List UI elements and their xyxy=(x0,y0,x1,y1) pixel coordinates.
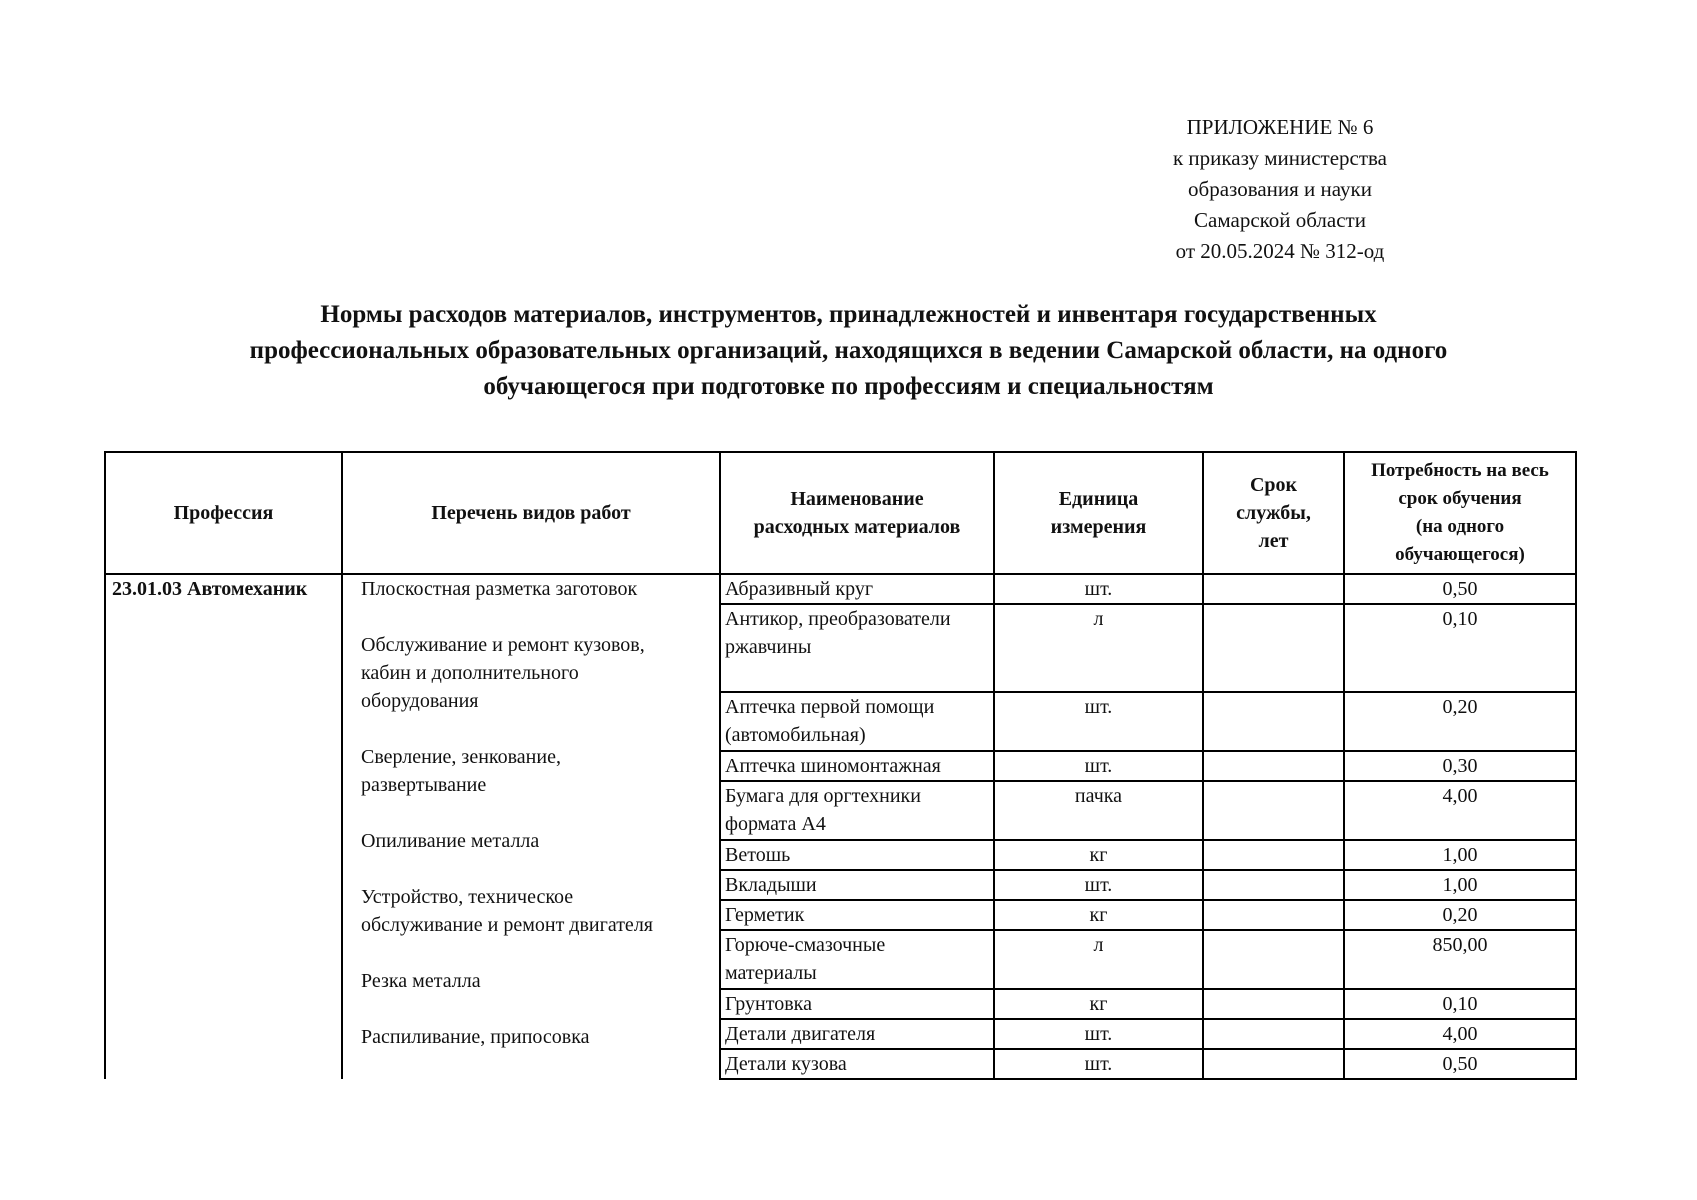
unit-cell: шт. xyxy=(994,1049,1203,1079)
material-name: Ветошь xyxy=(720,840,994,870)
table-header-row xyxy=(105,452,1576,574)
material-name: Абразивный круг xyxy=(720,574,994,604)
unit-cell: шт. xyxy=(994,870,1203,900)
work-item: оборудования xyxy=(361,690,479,712)
need-cell: 4,00 xyxy=(1344,781,1576,840)
work-item: Опиливание металла xyxy=(361,830,540,852)
term-cell xyxy=(1203,604,1344,692)
work-item: Резка металла xyxy=(361,970,481,992)
material-name: Бумага для оргтехники формата А4 xyxy=(720,781,994,840)
title-line: Нормы расходов материалов, инструментов, принадлежностей и инвентаря государственных xyxy=(320,301,1377,328)
appendix-line: от 20.05.2024 № 312-од xyxy=(1175,239,1385,263)
work-item: обслуживание и ремонт двигателя xyxy=(361,914,653,936)
work-item: развертывание xyxy=(361,774,487,796)
need-cell: 0,10 xyxy=(1344,604,1576,692)
work-item: Обслуживание и ремонт кузовов, xyxy=(361,634,645,656)
appendix-line: Самарской области xyxy=(1194,208,1366,232)
document-title xyxy=(120,297,1577,405)
material-name: Аптечка шиномонтажная xyxy=(720,751,994,781)
material-name: Детали двигателя xyxy=(720,1019,994,1049)
unit-cell: шт. xyxy=(994,1019,1203,1049)
unit-cell: шт. xyxy=(994,751,1203,781)
work-item: Сверление, зенкование, xyxy=(361,746,561,768)
header-unit: Единица измерения xyxy=(994,452,1203,574)
appendix-line: к приказу министерства xyxy=(1172,146,1388,170)
need-cell: 1,00 xyxy=(1344,840,1576,870)
term-cell xyxy=(1203,930,1344,989)
material-name: Аптечка первой помощи (автомобильная) xyxy=(720,692,994,751)
term-cell xyxy=(1203,1019,1344,1049)
work-item: кабин и дополнительного xyxy=(361,662,579,684)
unit-cell: пачка xyxy=(994,781,1203,840)
need-cell: 0,30 xyxy=(1344,751,1576,781)
term-cell xyxy=(1203,692,1344,751)
unit-cell: шт. xyxy=(994,692,1203,751)
need-cell: 850,00 xyxy=(1344,930,1576,989)
work-item: Распиливание, припосовка xyxy=(361,1026,590,1048)
term-cell xyxy=(1203,751,1344,781)
term-cell xyxy=(1203,900,1344,930)
appendix-block xyxy=(1080,112,1480,267)
term-cell xyxy=(1203,840,1344,870)
header-works: Перечень видов работ xyxy=(342,452,720,574)
unit-cell: кг xyxy=(994,989,1203,1019)
material-name: Детали кузова xyxy=(720,1049,994,1079)
term-cell xyxy=(1203,781,1344,840)
works-list xyxy=(342,574,720,1079)
term-cell xyxy=(1203,870,1344,900)
header-need: Потребность на весь срок обучения (на одного обучающегося) xyxy=(1344,452,1576,574)
term-cell xyxy=(1203,574,1344,604)
need-cell: 1,00 xyxy=(1344,870,1576,900)
table-row xyxy=(105,574,1576,604)
need-cell: 0,50 xyxy=(1344,1049,1576,1079)
material-name: Грунтовка xyxy=(720,989,994,1019)
term-cell xyxy=(1203,989,1344,1019)
unit-cell: кг xyxy=(994,900,1203,930)
title-line: профессиональных образовательных организаций, находящихся в ведении Самарской области, на одного xyxy=(249,337,1448,364)
work-item: Плоскостная разметка заготовок xyxy=(361,578,638,600)
norms-table xyxy=(104,451,1577,1080)
need-cell: 0,20 xyxy=(1344,692,1576,751)
material-name: Антикор, преобразователи ржавчины xyxy=(720,604,994,692)
need-cell: 0,50 xyxy=(1344,574,1576,604)
need-cell: 4,00 xyxy=(1344,1019,1576,1049)
material-name: Вкладыши xyxy=(720,870,994,900)
appendix-line: образования и науки xyxy=(1188,177,1372,201)
unit-cell: л xyxy=(994,930,1203,989)
material-name: Горюче-смазочные материалы xyxy=(720,930,994,989)
header-material: Наименование расходных материалов xyxy=(720,452,994,574)
work-item: Устройство, техническое xyxy=(361,886,574,908)
unit-cell: кг xyxy=(994,840,1203,870)
material-name: Герметик xyxy=(720,900,994,930)
header-term: Срок службы, лет xyxy=(1203,452,1344,574)
header-profession: Профессия xyxy=(105,452,342,574)
title-line: обучающегося при подготовке по профессиям и специальностям xyxy=(483,373,1214,400)
term-cell xyxy=(1203,1049,1344,1079)
need-cell: 0,10 xyxy=(1344,989,1576,1019)
appendix-line: ПРИЛОЖЕНИЕ № 6 xyxy=(1186,115,1374,139)
need-cell: 0,20 xyxy=(1344,900,1576,930)
unit-cell: шт. xyxy=(994,574,1203,604)
profession-cell: 23.01.03 Автомеханик xyxy=(105,574,342,1079)
unit-cell: л xyxy=(994,604,1203,692)
